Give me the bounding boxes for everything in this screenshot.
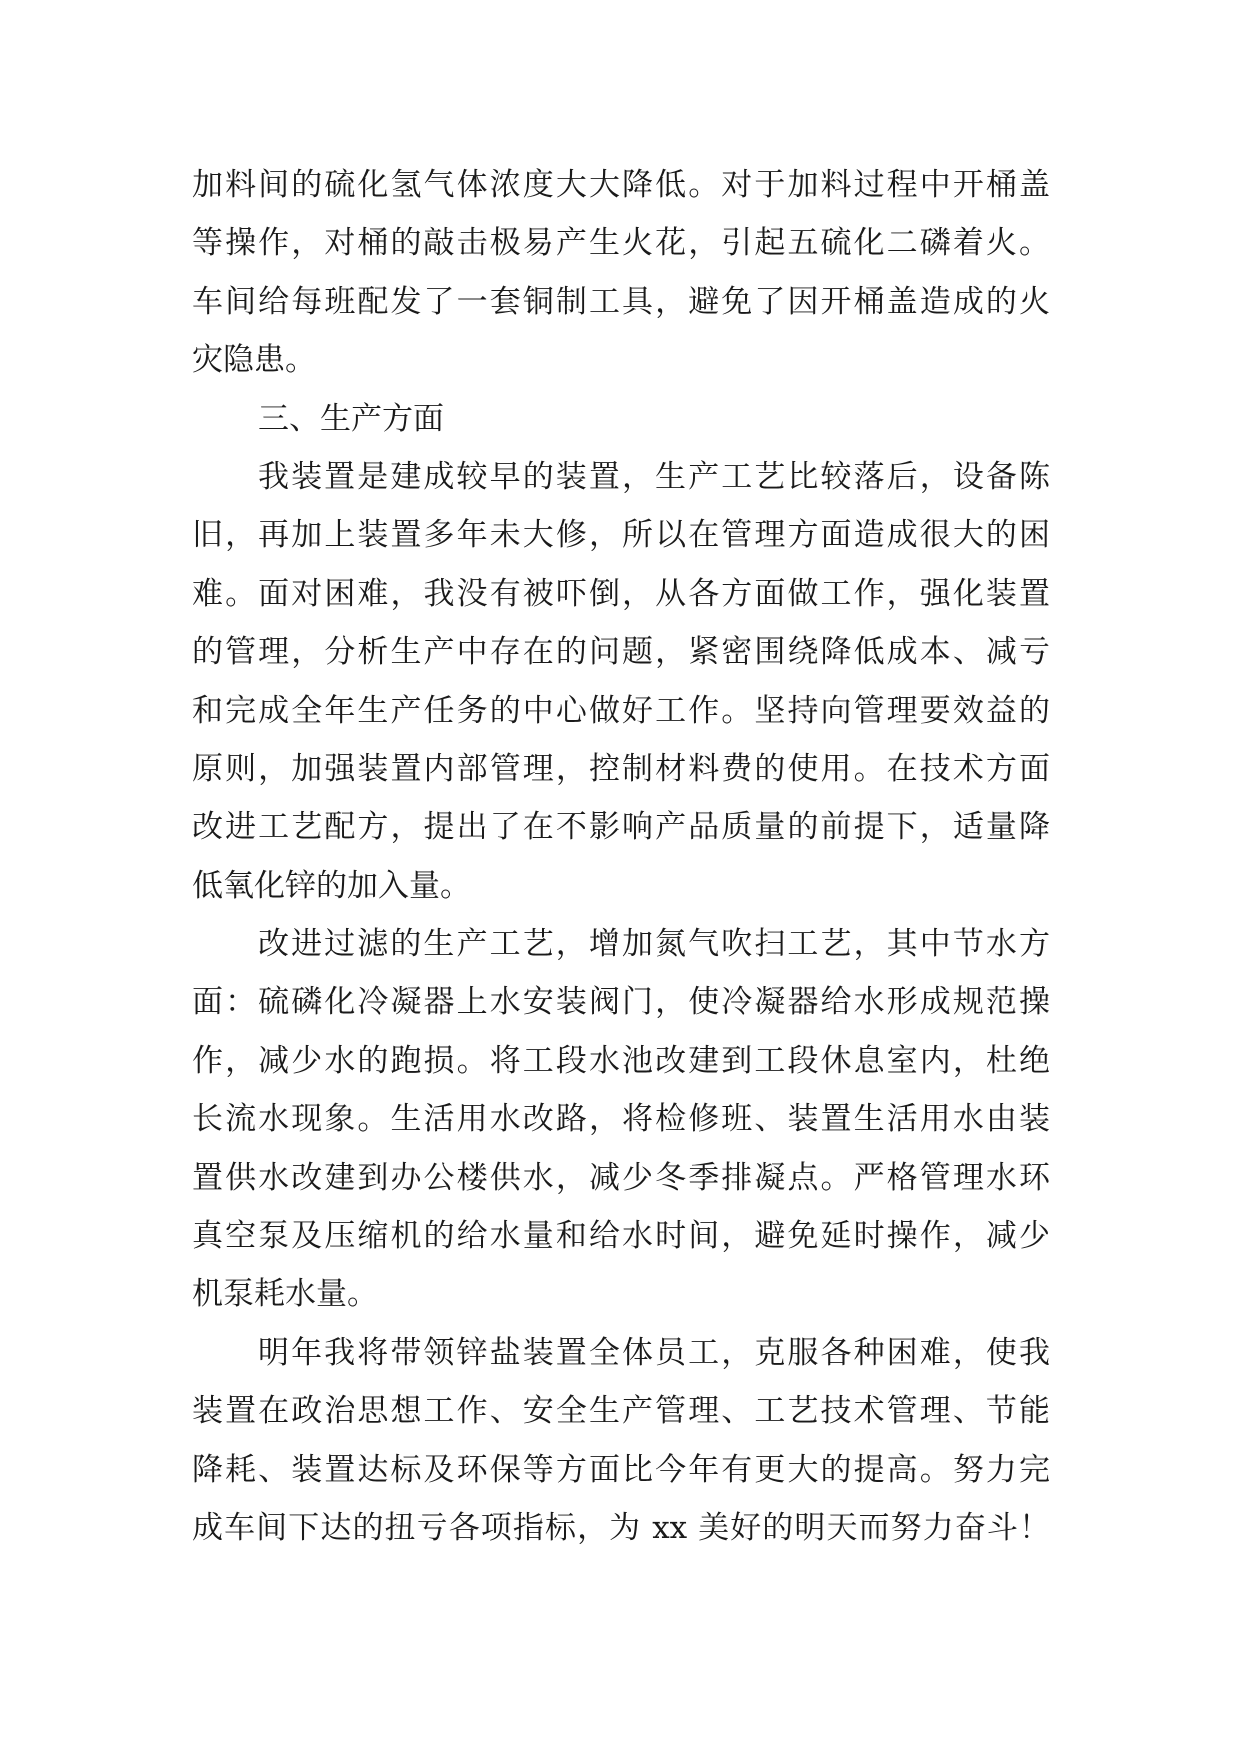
text-line: 灾隐患。	[192, 342, 316, 379]
text-line: 降耗、装置达标及环保等方面比今年有更大的提高。努力完	[192, 1451, 1050, 1488]
text-line: 三、生产方面	[258, 400, 444, 437]
text-line: 和完成全年生产任务的中心做好工作。坚持向管理要效益的	[192, 692, 1050, 729]
text-line: 置供水改建到办公楼供水，减少冬季排凝点。严格管理水环	[192, 1159, 1050, 1196]
text-line: 改进过滤的生产工艺，增加氮气吹扫工艺，其中节水方	[258, 926, 1050, 963]
document-body	[192, 156, 1050, 1557]
text-line: 车间给每班配发了一套铜制工具，避免了因开桶盖造成的火	[192, 283, 1050, 320]
text-line: 机泵耗水量。	[192, 1276, 378, 1313]
text-line: 面：硫磷化冷凝器上水安装阀门，使冷凝器给水形成规范操	[192, 984, 1050, 1021]
text-line: 难。面对困难，我没有被吓倒，从各方面做工作，强化装置	[192, 575, 1050, 612]
text-line: 成车间下达的扭亏各项指标，为 xx 美好的明天而努力奋斗！	[192, 1509, 1050, 1546]
text-line: 装置在政治思想工作、安全生产管理、工艺技术管理、节能	[192, 1393, 1050, 1430]
text-line: 真空泵及压缩机的给水量和给水时间，避免延时操作，减少	[192, 1218, 1050, 1255]
text-line: 的管理，分析生产中存在的问题，紧密围绕降低成本、减亏	[192, 634, 1050, 671]
text-line: 旧，再加上装置多年未大修，所以在管理方面造成很大的困	[192, 517, 1050, 554]
text-line: 等操作，对桶的敲击极易产生火花，引起五硫化二磷着火。	[192, 225, 1050, 262]
text-line: 我装置是建成较早的装置，生产工艺比较落后，设备陈	[258, 458, 1050, 495]
text-line: 原则，加强装置内部管理，控制材料费的使用。在技术方面	[192, 750, 1050, 787]
text-line: 明年我将带领锌盐装置全体员工，克服各种困难，使我	[258, 1334, 1050, 1371]
text-line: 改进工艺配方，提出了在不影响产品质量的前提下，适量降	[192, 809, 1050, 846]
text-line: 低氧化锌的加入量。	[192, 867, 471, 904]
text-line: 加料间的硫化氢气体浓度大大降低。对于加料过程中开桶盖	[192, 167, 1050, 203]
text-line: 长流水现象。生活用水改路，将检修班、装置生活用水由装	[192, 1101, 1050, 1138]
text-line: 作，减少水的跑损。将工段水池改建到工段休息室内，杜绝	[192, 1042, 1050, 1079]
